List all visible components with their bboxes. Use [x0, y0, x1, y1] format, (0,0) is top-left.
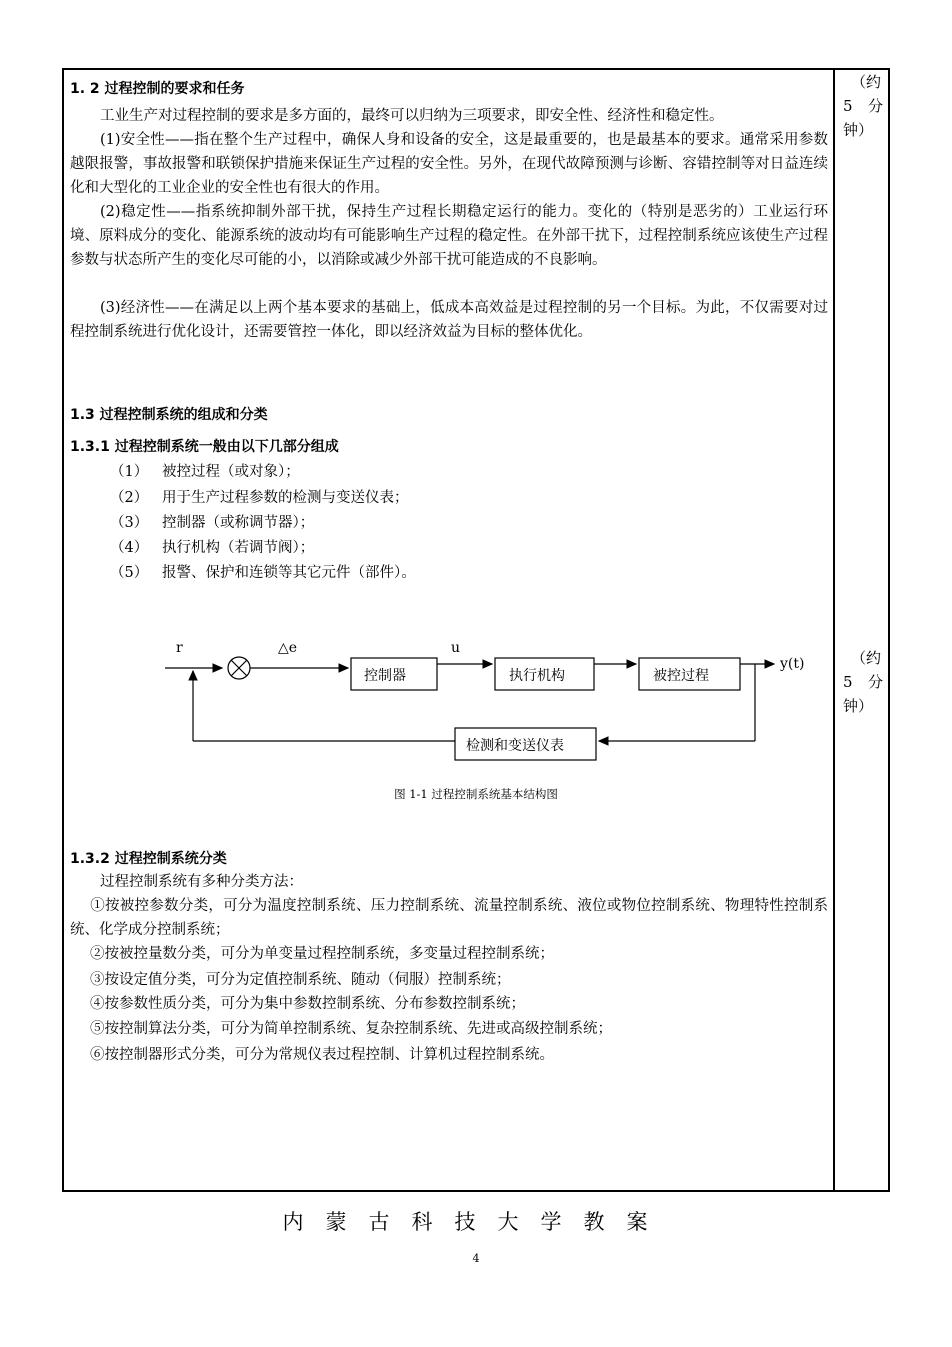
time-note: （约 5 分 钟） [843, 649, 883, 715]
section-1-3-2-title: 1.3.2 过程控制系统分类 [70, 851, 227, 867]
classification-item: ④按参数性质分类，可分为集中参数控制系统、分布参数控制系统； [90, 996, 525, 1012]
paragraph-safety: (1)安全性——指在整个生产过程中，确保人身和设备的安全，这是最重要的，也是最基本的要求。通常采用参数越限报警，事故报警和联锁保护措施来保证生产过程的安全性。另外，在现代故障预测与诊断、容错控制等对日益连续化和大型化的工业企业的安全性也有很大的作用。 [70, 132, 828, 196]
label-delta-e: △e [278, 640, 298, 656]
section-1-3-1-title: 1.3.1 过程控制系统一般由以下几部分组成 [70, 439, 339, 455]
list-item: （2） 用于生产过程参数的检测与变送仪表； [110, 490, 409, 506]
time-note: （约 5 分 钟） [843, 73, 883, 139]
classification-item: ③按设定值分类，可分为定值控制系统、随动（伺服）控制系统； [90, 972, 511, 988]
list-item: （1） 被控过程（或对象）； [110, 464, 300, 480]
list-item: （3） 控制器（或称调节器）； [110, 515, 315, 531]
classification-item: ②按被控量数分类，可分为单变量过程控制系统，多变量过程控制系统； [90, 946, 554, 962]
footer-title: 内蒙古科技大学教案 [282, 1210, 670, 1234]
classification-item: ⑤按控制算法分类，可分为简单控制系统、复杂控制系统、先进或高级控制系统； [90, 1021, 612, 1037]
column-divider [833, 68, 835, 1192]
process-label: 被控过程 [653, 668, 709, 684]
list-item: （4） 执行机构（若调节阀）； [110, 540, 315, 556]
label-r: r [176, 640, 183, 656]
classification-intro: 过程控制系统有多种分类方法： [100, 874, 303, 890]
section-1-3-title: 1.3 过程控制系统的组成和分类 [70, 407, 268, 423]
paragraph-stability: (2)稳定性——指系统抑制外部干扰，保持生产过程长期稳定运行的能力。变化的（特别是恶劣的）工业运行环境、原料成分的变化、能源系统的波动均有可能影响生产过程的稳定性。在外部干扰下，过程控制系统应该使生产过程参数与状态所产生的变化尽可能的小，以消除或减少外部干扰可能造成的不良影响。 [70, 204, 828, 268]
list-item: （5） 报警、保护和连锁等其它元件（部件）。 [110, 565, 416, 581]
page-number: 4 [472, 1252, 480, 1265]
classification-item: ①按被控参数分类，可分为温度控制系统、压力控制系统、流量控制系统、液位或物位控制系统、物理特性控制系统、化学成分控制系统； [70, 898, 828, 938]
classification-item: ⑥按控制器形式分类，可分为常规仪表过程控制、计算机过程控制系统。 [90, 1047, 554, 1063]
label-output: y(t) [780, 656, 805, 672]
paragraph-intro: 工业生产对过程控制的要求是多方面的，最终可以归纳为三项要求，即安全性、经济性和稳定性。 [100, 108, 724, 124]
figure-caption: 图 1-1 过程控制系统基本结构图 [394, 787, 558, 801]
controller-label: 控制器 [364, 668, 406, 684]
label-u: u [451, 640, 461, 656]
actuator-label: 执行机构 [509, 668, 565, 684]
section-1-2-title: 1. 2 过程控制的要求和任务 [70, 81, 245, 97]
paragraph-economy: (3)经济性——在满足以上两个基本要求的基础上，低成本高效益是过程控制的另一个目标。为此，不仅需要对过程控制系统进行优化设计，还需要管控一体化，即以经济效益为目标的整体优化。 [70, 300, 828, 340]
sensor-label: 检测和变送仪表 [466, 738, 564, 754]
